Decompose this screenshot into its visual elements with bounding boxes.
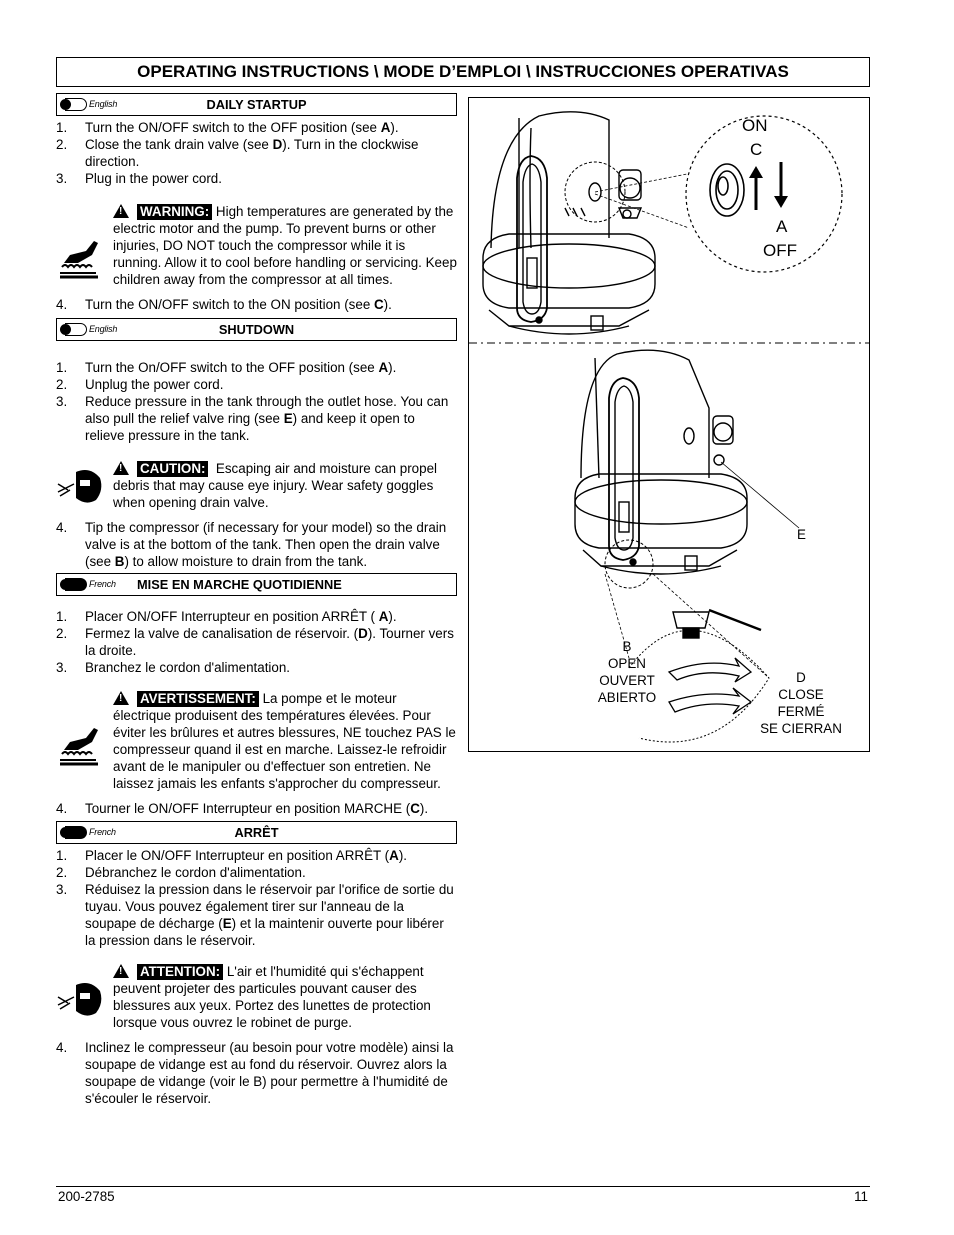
french-language-tag: French xyxy=(60,577,116,592)
mise-en-marche-steps xyxy=(56,608,457,676)
footer-divider xyxy=(56,1186,870,1187)
step: 2. Débranchez le cordon d'alimentation. xyxy=(56,865,306,880)
drain-valve-detail xyxy=(673,610,761,638)
warning-label: WARNING: xyxy=(137,204,212,220)
avertissement-text: La pompe et le moteur électrique produisent des températures élevées. Pour éviter les brûlures et autres blessures, NE touchez PAS le compresseur quand il est en marche. Laissez-le refroidir avant de le manipuler ou d'effectuer son entretien. Ne laissez jamais les enfants s'approcher du compresseur. xyxy=(113,691,456,791)
avertissement-block xyxy=(56,690,457,792)
section-title: DAILY STARTUP xyxy=(206,97,307,112)
section-header-shutdown xyxy=(56,318,457,341)
instructions-column xyxy=(56,93,457,1107)
section-title: ARRÊT xyxy=(234,825,279,840)
step: 2. Unplug the power cord. xyxy=(56,377,224,392)
close-arrow-icon xyxy=(669,658,751,682)
avertissement-label: AVERTISSEMENT: xyxy=(137,691,259,707)
warning-triangle-icon xyxy=(113,204,129,218)
shutdown-step-4 xyxy=(56,519,457,570)
section-title: MISE EN MARCHE QUOTIDIENNE xyxy=(137,577,342,592)
step: 2. Close the tank drain valve (see D). Turn in the clockwise direction. xyxy=(56,137,419,169)
compressor-illustration xyxy=(469,98,869,751)
french-language-tag: French xyxy=(60,825,116,840)
warning-block xyxy=(56,203,457,288)
step: 4. Inclinez le compresseur (au besoin pour votre modèle) ainsi la soupape de vidange est au fond du réservoir. Ouvrez alors la soupape de vidange (voir le B) pour permettre à l'humidité de s'écouler le réservoir. xyxy=(56,1040,454,1106)
attention-triangle-icon xyxy=(113,964,129,978)
daily-startup-step-4 xyxy=(56,296,457,313)
step: 4. Turn the ON/OFF switch to the ON position (see C). xyxy=(56,297,392,312)
step: 1. Turn the On/OFF switch to the OFF position (see A). xyxy=(56,360,397,375)
daily-startup-steps xyxy=(56,119,457,187)
safety-goggles-icon xyxy=(56,466,104,506)
attention-text: L'air et l'humidité qui s'échappent peuvent projeter des particules pouvant causer des blessures aux yeux. Portez des lunettes de protection lorsque vous ouvrez le robinet de purge. xyxy=(113,964,431,1030)
step: 1. Placer le ON/OFF Interrupteur en position ARRÊT (A). xyxy=(56,848,407,863)
step: 3. Plug in the power cord. xyxy=(56,171,222,186)
label-off: OFF xyxy=(763,241,797,260)
page-title: OPERATING INSTRUCTIONS \ MODE D’EMPLOI \ INSTRUCCIONES OPERATIVAS xyxy=(56,57,870,87)
step: 2. Fermez la valve de canalisation de réservoir. (D). Tourner vers la droite. xyxy=(56,626,454,658)
step: 3. Réduisez la pression dans le réservoir par l'orifice de sortie du tuyau. Vous pouvez également tirer sur l'anneau de la soupape de décharge (E) et la maintenir ouverte pour libérer la pression dans le réservoir. xyxy=(56,882,454,948)
step: 3. Branchez le cordon d'alimentation. xyxy=(56,660,291,675)
label-on: ON xyxy=(742,116,768,135)
hot-surface-hand-icon xyxy=(56,720,102,766)
label-b-open: B OPEN OUVERT ABIERTO xyxy=(597,639,657,705)
english-language-tag: English xyxy=(60,97,117,112)
section-title: SHUTDOWN xyxy=(218,322,295,337)
label-e: E xyxy=(797,527,806,542)
step: 1. Turn the ON/OFF switch to the OFF position (see A). xyxy=(56,120,399,135)
page-number: 11 xyxy=(854,1189,868,1204)
doc-number: 200-2785 xyxy=(58,1189,115,1204)
step: 1. Placer ON/OFF Interrupteur en position ARRÊT ( A). xyxy=(56,609,397,624)
warning-text: High temperatures are generated by the electric motor and the pump. To prevent burns or other injuries, DO NOT touch the compressor while it is running. Allow it to cool before handling or servicing. Keep children away from the compressor at all times. xyxy=(113,204,457,287)
step: 3. Reduce pressure in the tank through the outlet hose. You can also pull the relief valve ring (see E) and keep it open to relieve pressure in the tank. xyxy=(56,394,449,443)
switch-detail xyxy=(710,164,744,216)
arret-step-4 xyxy=(56,1039,457,1107)
label-a: A xyxy=(776,217,788,236)
warning-triangle-icon xyxy=(113,691,129,705)
language-tab-icon xyxy=(65,578,87,591)
label-d-close: D CLOSE FERMÉ SE CIERRAN xyxy=(760,670,842,736)
arret-steps xyxy=(56,847,457,949)
hot-surface-hand-icon xyxy=(56,233,102,279)
safety-goggles-icon xyxy=(56,979,104,1019)
caution-label: CAUTION: xyxy=(137,461,208,477)
english-language-tag: English xyxy=(60,322,117,337)
compressor-figure xyxy=(468,97,870,752)
step: 4. Tip the compressor (if necessary for your model) so the drain valve is at the bottom of the tank. Then open the drain valve (see B) to allow moisture to drain from the tank. xyxy=(56,520,447,569)
compressor-top-drawing xyxy=(483,112,655,334)
caution-block xyxy=(56,460,457,511)
caution-triangle-icon xyxy=(113,461,129,475)
attention-block xyxy=(56,963,457,1031)
mise-en-marche-step-4 xyxy=(56,800,457,817)
label-c: C xyxy=(750,140,763,159)
step: 4. Tourner le ON/OFF Interrupteur en position MARCHE (C). xyxy=(56,801,429,816)
caution-text: Escaping air and moisture can propel debris that may cause eye injury. Wear safety goggles when opening drain valve. xyxy=(113,461,437,510)
attention-label: ATTENTION: xyxy=(137,964,223,980)
section-header-arret xyxy=(56,821,457,844)
section-header-daily-startup xyxy=(56,93,457,116)
shutdown-steps xyxy=(56,359,457,444)
open-arrow-icon xyxy=(669,688,751,714)
section-header-mise-en-marche xyxy=(56,573,457,596)
